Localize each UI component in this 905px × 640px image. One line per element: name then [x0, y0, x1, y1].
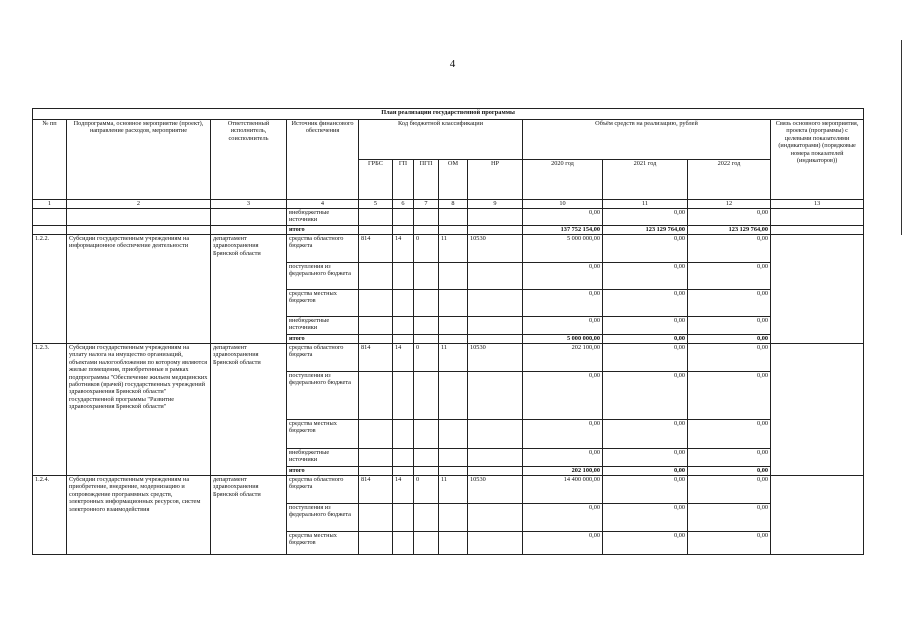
value-2020: 202 100,00: [523, 344, 603, 372]
item-responsible: департамент здравоохранения Брянской области: [211, 235, 287, 344]
code-om: 11: [439, 476, 468, 504]
header-subprogram: Подпрограмма, основное мероприятие (проект), направление расходов, мероприятие: [67, 120, 211, 200]
value-2021: 0,00: [603, 290, 688, 317]
value-2022: 0,00: [688, 420, 771, 449]
value-2022: 0,00: [688, 504, 771, 532]
header-grbs: ГРБС: [359, 160, 393, 200]
item-description: Субсидии государственным учреждениям на информационное обеспечение деятельности: [67, 235, 211, 344]
value-2022: 0,00: [688, 532, 771, 555]
item-responsible: департамент здравоохранения Брянской области: [211, 476, 287, 555]
source-cell: поступления из федерального бюджета: [287, 372, 359, 420]
item-responsible: департамент здравоохранения Брянской области: [211, 344, 287, 476]
value-2020: 5 000 000,00: [523, 235, 603, 263]
item-number: 1.2.4.: [33, 476, 67, 555]
indicator-link-cell: [771, 344, 864, 476]
indicator-link-cell: [771, 476, 864, 555]
col-number: 1: [33, 200, 67, 209]
code-nr: 10530: [468, 235, 523, 263]
source-cell: внебюджетные источники: [287, 317, 359, 335]
value-2020: 0,00: [523, 209, 603, 226]
code-nr: 10530: [468, 476, 523, 504]
header-2021: 2021 год: [603, 160, 688, 200]
code-pgp: 0: [414, 476, 439, 504]
value-2021: 0,00: [603, 263, 688, 290]
source-cell: средства местных бюджетов: [287, 290, 359, 317]
value-2022: 0,00: [688, 344, 771, 372]
col-number: 12: [688, 200, 771, 209]
source-cell: средства областного бюджета: [287, 235, 359, 263]
value-2020: 0,00: [523, 372, 603, 420]
table-row: [33, 235, 864, 263]
indicator-link-cell: [771, 235, 864, 344]
item-number: 1.2.3.: [33, 344, 67, 476]
code-gp: 14: [393, 476, 414, 504]
header-nr: НР: [468, 160, 523, 200]
source-cell: поступления из федерального бюджета: [287, 504, 359, 532]
value-2021: 0,00: [603, 317, 688, 335]
code-pgp: 0: [414, 235, 439, 263]
value-2020: 0,00: [523, 504, 603, 532]
col-number: 8: [439, 200, 468, 209]
col-number: 13: [771, 200, 864, 209]
code-gp: 14: [393, 235, 414, 263]
value-2020: 137 752 154,00: [523, 226, 603, 235]
table-title: План реализации государственной программы: [33, 109, 864, 120]
source-cell: средства местных бюджетов: [287, 532, 359, 555]
col-number: 9: [468, 200, 523, 209]
value-2021: 0,00: [603, 449, 688, 467]
source-cell: средства областного бюджета: [287, 476, 359, 504]
header-volume: Объём средств на реализацию, рублей: [523, 120, 771, 160]
value-2021: 0,00: [603, 344, 688, 372]
col-number: 7: [414, 200, 439, 209]
page-number: 4: [449, 58, 456, 70]
source-cell: итого: [287, 335, 359, 344]
value-2022: 0,00: [688, 476, 771, 504]
value-2021: 0,00: [603, 335, 688, 344]
source-cell: средства местных бюджетов: [287, 420, 359, 449]
header-gp: ГП: [393, 160, 414, 200]
value-2022: 123 129 764,00: [688, 226, 771, 235]
header-link: Связь основного мероприятия, проекта (программы) с целевыми показателями (индикаторами) (порядковые номера показателей (индикаторов)): [771, 120, 864, 200]
header-om: ОМ: [439, 160, 468, 200]
code-grbs: 814: [359, 235, 393, 263]
code-gp: 14: [393, 344, 414, 372]
header-2022: 2022 год: [688, 160, 771, 200]
source-cell: средства областного бюджета: [287, 344, 359, 372]
table-row: [33, 476, 864, 504]
code-grbs: 814: [359, 476, 393, 504]
value-2020: 0,00: [523, 263, 603, 290]
item-description: Субсидии государственным учреждениям на уплату налога на имущество организаций, объектами налогообложения по которому являются жилые помещения, приобретенные в рамках подпрограммы "Обеспечение жильем медицинских работников (врачей) государственных учреждений здравоохранения Брянской области" государственной программы "Развитие здравоохранения Брянской области": [67, 344, 211, 476]
col-number: 5: [359, 200, 393, 209]
col-number: 3: [211, 200, 287, 209]
source-cell: внебюджетные источники: [287, 209, 359, 226]
value-2021: 0,00: [603, 504, 688, 532]
value-2022: 0,00: [688, 317, 771, 335]
value-2021: 0,00: [603, 235, 688, 263]
code-om: 11: [439, 235, 468, 263]
value-2020: 5 000 000,00: [523, 335, 603, 344]
source-cell: итого: [287, 467, 359, 476]
item-number: 1.2.2.: [33, 235, 67, 344]
value-2021: 0,00: [603, 476, 688, 504]
value-2022: 0,00: [688, 209, 771, 226]
table-row: [33, 209, 864, 226]
header-pgp: ПГП: [414, 160, 439, 200]
value-2020: 0,00: [523, 420, 603, 449]
value-2022: 0,00: [688, 235, 771, 263]
value-2022: 0,00: [688, 467, 771, 476]
header-responsible: Ответственный исполнитель, соисполнитель: [211, 120, 287, 200]
value-2020: 0,00: [523, 317, 603, 335]
header-2020: 2020 год: [523, 160, 603, 200]
header-no: № пп: [33, 120, 67, 200]
source-cell: внебюджетные источники: [287, 449, 359, 467]
source-cell: итого: [287, 226, 359, 235]
code-nr: 10530: [468, 344, 523, 372]
value-2021: 123 129 764,00: [603, 226, 688, 235]
value-2020: 202 100,00: [523, 467, 603, 476]
plan-table: [32, 108, 864, 555]
value-2022: 0,00: [688, 263, 771, 290]
col-number: 2: [67, 200, 211, 209]
value-2020: 0,00: [523, 449, 603, 467]
col-number: 10: [523, 200, 603, 209]
value-2021: 0,00: [603, 209, 688, 226]
value-2020: 14 400 000,00: [523, 476, 603, 504]
code-om: 11: [439, 344, 468, 372]
value-2022: 0,00: [688, 372, 771, 420]
header-source: Источник финансового обеспечения: [287, 120, 359, 200]
col-number: 11: [603, 200, 688, 209]
value-2021: 0,00: [603, 420, 688, 449]
header-kbk: Код бюджетной классификации: [359, 120, 523, 160]
item-description: Субсидии государственным учреждениям на приобретение, внедрение, модернизацию и сопровождение программных средств, электронных информационных ресурсов, систем электронного взаимодействия: [67, 476, 211, 555]
code-grbs: 814: [359, 344, 393, 372]
source-cell: поступления из федерального бюджета: [287, 263, 359, 290]
value-2020: 0,00: [523, 532, 603, 555]
value-2022: 0,00: [688, 335, 771, 344]
table-row: [33, 226, 864, 235]
value-2021: 0,00: [603, 532, 688, 555]
col-number: 6: [393, 200, 414, 209]
value-2021: 0,00: [603, 372, 688, 420]
value-2020: 0,00: [523, 290, 603, 317]
table-row: [33, 344, 864, 372]
value-2022: 0,00: [688, 290, 771, 317]
value-2022: 0,00: [688, 449, 771, 467]
col-number: 4: [287, 200, 359, 209]
page-edge-line: [901, 40, 902, 235]
code-pgp: 0: [414, 344, 439, 372]
value-2021: 0,00: [603, 467, 688, 476]
